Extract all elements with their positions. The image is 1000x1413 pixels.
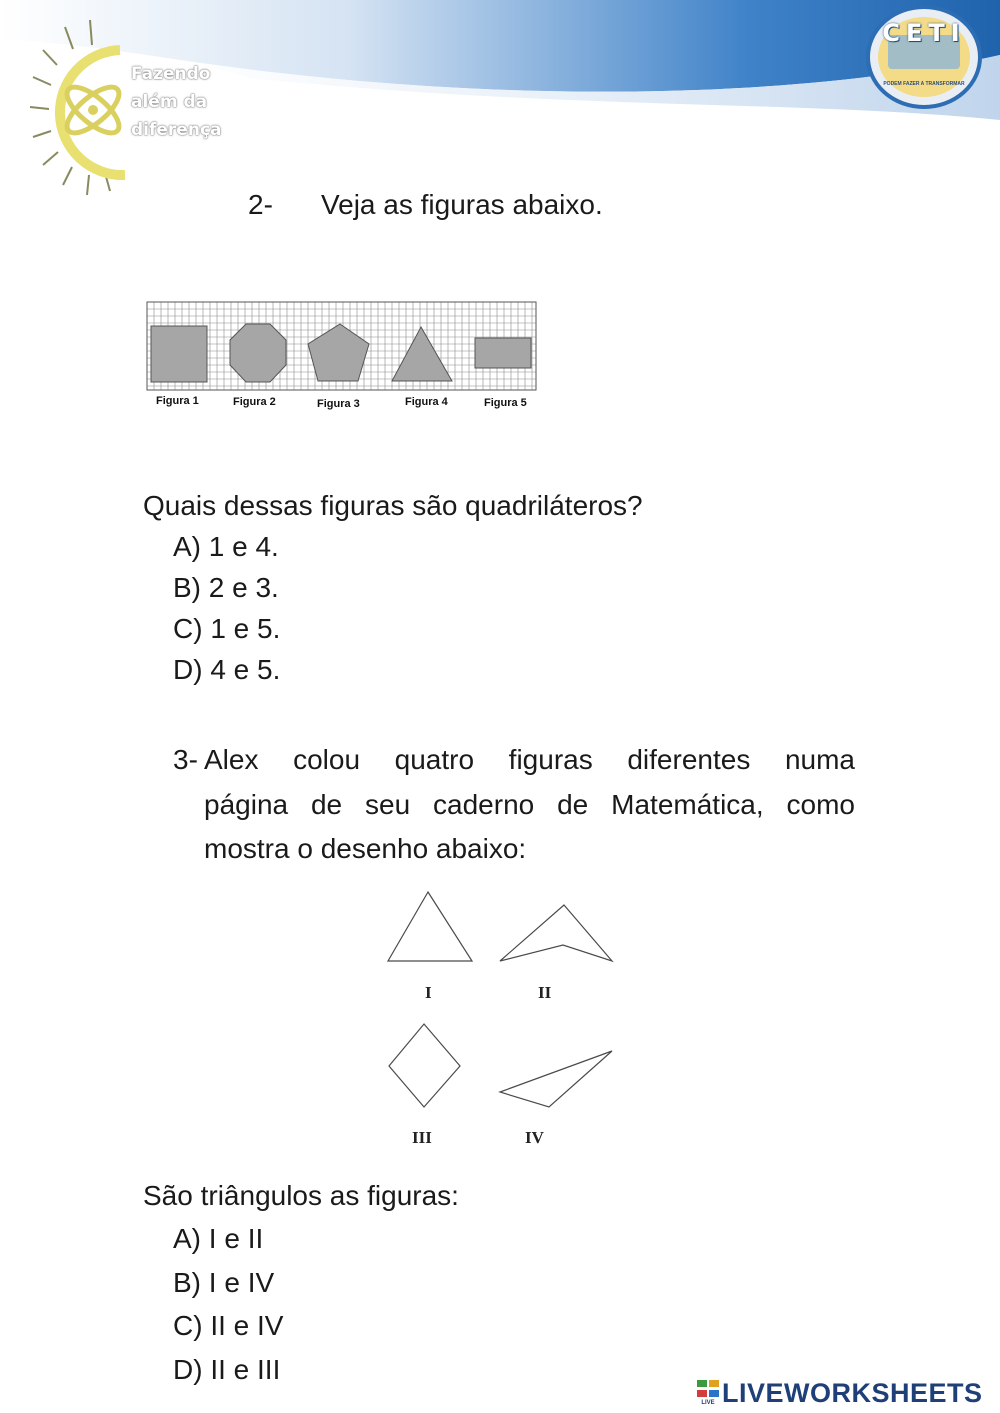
slogan-line-1: Fazendo xyxy=(131,64,211,84)
liveworksheets-brand[interactable] xyxy=(697,1376,983,1410)
question-2-intro: Veja as figuras abaixo. xyxy=(321,189,603,220)
figure-2-octagon xyxy=(230,324,286,382)
figure-1-label: Figura 1 xyxy=(156,395,199,407)
figure-5-label: Figura 5 xyxy=(484,397,527,409)
figure-ii-label: II xyxy=(538,983,552,1002)
figure-i-triangle xyxy=(388,892,472,961)
question-3-body xyxy=(143,1174,843,1391)
slogan-line-2: além da xyxy=(131,92,208,112)
slogan-line-3: diferença xyxy=(131,120,222,140)
question-3-line-3: mostra o desenho abaixo: xyxy=(204,833,527,864)
figure-1-square xyxy=(151,326,207,382)
slogan xyxy=(131,60,222,144)
question-2-option-b[interactable]: B) 2 e 3. xyxy=(173,572,279,603)
figure-iii-rhombus xyxy=(389,1024,460,1107)
brand-badge-icon xyxy=(697,1380,719,1406)
figure-ii-concave-quad xyxy=(500,905,612,961)
question-3-prompt: São triângulos as figuras: xyxy=(143,1180,459,1211)
figure-5-rectangle xyxy=(475,338,531,368)
figure-iv-triangle xyxy=(500,1051,612,1107)
question-2-prompt: Quais dessas figuras são quadriláteros? xyxy=(143,490,643,521)
question-2-option-d[interactable]: D) 4 e 5. xyxy=(173,654,281,685)
figure-iii-label: III xyxy=(412,1128,432,1147)
figure-3-pentagon xyxy=(308,324,369,381)
question-3-option-d[interactable]: D) II e III xyxy=(173,1353,281,1385)
question-3-line-1: Alex colou quatro figuras diferentes numa xyxy=(204,744,855,775)
figure-4-label: Figura 4 xyxy=(405,396,448,408)
page-header xyxy=(0,0,1000,200)
question-3-option-b[interactable]: B) I e IV xyxy=(173,1266,275,1298)
ceti-badge-subtitle: PODEM FAZER A TRANSFORMAR xyxy=(883,81,965,87)
question-3-heading xyxy=(173,738,855,872)
question-3-number: 3- xyxy=(173,744,198,775)
figure-3-label: Figura 3 xyxy=(317,398,360,410)
figure-iv-label: IV xyxy=(525,1128,544,1147)
brand-badge-text: LIVE xyxy=(701,1400,715,1406)
brand-name: LIVEWORKSHEETS xyxy=(722,1377,983,1408)
question-3-option-a[interactable]: A) I e II xyxy=(173,1223,264,1254)
figure-i-label: I xyxy=(425,983,432,1002)
ceti-badge xyxy=(866,5,982,109)
figure-2-label: Figura 2 xyxy=(233,396,276,408)
question-2-option-a[interactable]: A) 1 e 4. xyxy=(173,531,279,562)
question-3-figures xyxy=(380,882,640,1152)
question-2-option-c[interactable]: C) 1 e 5. xyxy=(173,613,281,644)
question-3-line-2: página de seu caderno de Matemática, como xyxy=(204,788,855,820)
question-2-body xyxy=(143,485,843,690)
figure-4-triangle xyxy=(392,327,452,381)
ceti-badge-title: CETI xyxy=(882,19,966,47)
question-3-option-c[interactable]: C) II e IV xyxy=(173,1310,284,1341)
question-2-heading xyxy=(248,184,748,225)
question-2-figures xyxy=(142,296,542,416)
question-2-number: 2- xyxy=(248,189,273,220)
